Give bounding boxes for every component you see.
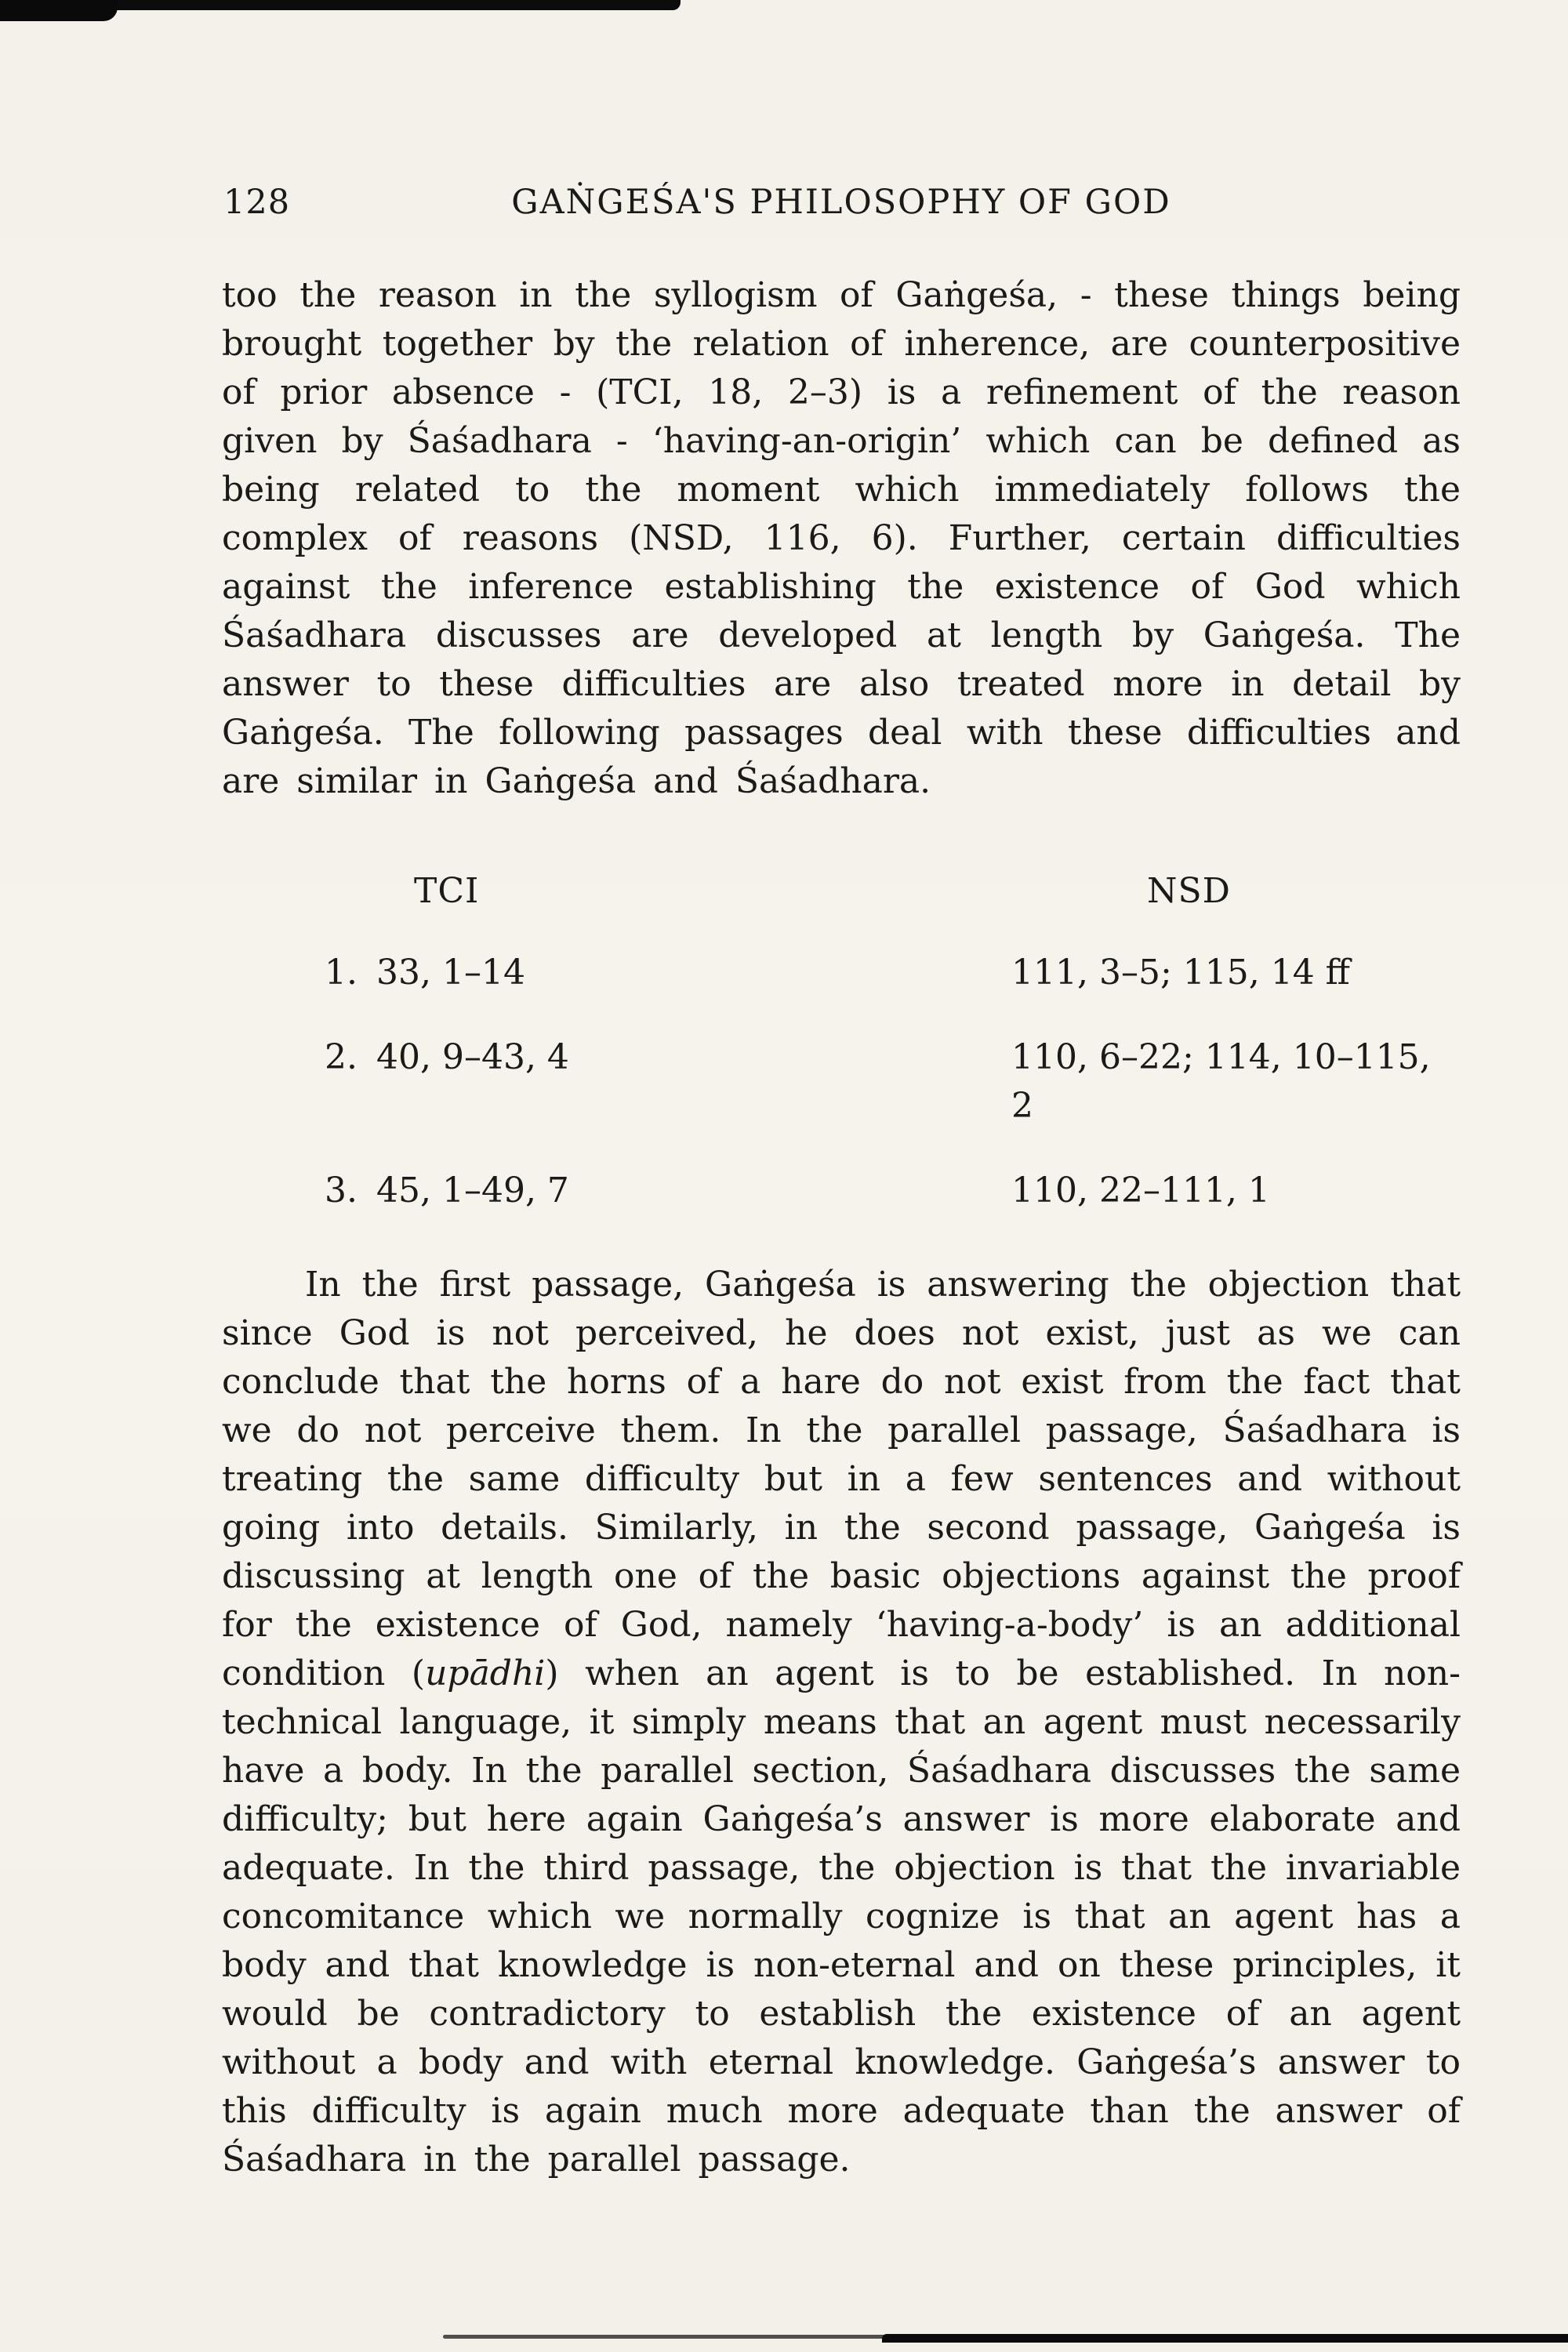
table-row [222, 1167, 1461, 1215]
page-header [222, 182, 1461, 223]
nsd-reference: 110, 6–22; 114, 10–115, 2 [1011, 1037, 1431, 1126]
paragraph-2-text-a: In the first passage, Gaṅgeśa is answering the objection that since God is not perceived, he does not exist, just as we can conclude that the horns of a hare do not exist from the fact that we do not perceive them. In the parallel passage, Śaśadhara is treating the same difficulty but in a few sentences and without going into details. Similarly, in the second passage, Gaṅgeśa is discussing at length one of the basic objections against the proof for the existence of God, namely ‘having-a-body’ is an additional condition ( [222, 1265, 1461, 1693]
nsd-reference: 110, 22–111, 1 [1011, 1171, 1270, 1210]
row-number: 2. [325, 1037, 358, 1077]
row-number: 1. [325, 953, 358, 993]
row-number: 3. [325, 1171, 358, 1210]
scan-artifact-bottom-thin-line [443, 2335, 890, 2339]
tci-reference: 33, 1–14 [376, 953, 525, 993]
table-header-tci: TCI [414, 871, 480, 911]
running-head-title: GAṄGEŚA'S PHILOSOPHY OF GOD [511, 183, 1171, 222]
reference-table [222, 867, 1461, 1215]
table-row [222, 949, 1461, 997]
page-number: 128 [223, 183, 291, 222]
scan-artifact-top-corner [0, 0, 118, 21]
paragraph-2 [222, 1261, 1461, 2184]
paragraph-2-text-b: ) when an agent is to be established. In non-technical language, it simply means that an agent must necessarily have a body. In the parallel section, Śaśadhara discusses the same difficulty; but here again Gaṅgeśa’s answer is more elaborate and adequate. In the third passage, the objection is that the invariable concomitance which we normally cognize is that an agent has a body and that knowledge is non-eternal and on these principles, it would be contradictory to establish the existence of an agent without a body and with eternal knowledge. Gaṅgeśa’s answer to this difficulty is again much more adequate than the answer of Śaśadhara in the parallel passage. [222, 1653, 1461, 2180]
table-row [222, 1033, 1461, 1131]
table-header-row [222, 867, 1461, 916]
italic-term-upadhi: upādhi [425, 1653, 546, 1693]
tci-reference: 45, 1–49, 7 [376, 1171, 569, 1210]
nsd-reference: 111, 3–5; 115, 14 ff [1011, 953, 1350, 993]
tci-reference: 40, 9–43, 4 [376, 1037, 569, 1077]
table-header-nsd: NSD [1147, 871, 1231, 911]
paragraph-1: too the reason in the syllogism of Gaṅgeśa, - these things being brought together by the relation of inherence, are counterpositive of prior absence - (TCI, 18, 2–3) is a refinement of the reason given by Śaśadhara - ‘having-an-origin’ which can be defined as being related to the moment which immediately follows the complex of reasons (NSD, 116, 6). Further, certain difficulties against the inference establishing the existence of God which Śaśadhara discusses are developed at length by Gaṅgeśa. The answer to these difficulties are also treated more in detail by Gaṅgeśa. The following passages deal with these difficulties and are similar in Gaṅgeśa and Śaśadhara. [222, 275, 1461, 801]
text-block [222, 271, 1461, 2184]
scan-artifact-bottom-edge [882, 2334, 1568, 2343]
